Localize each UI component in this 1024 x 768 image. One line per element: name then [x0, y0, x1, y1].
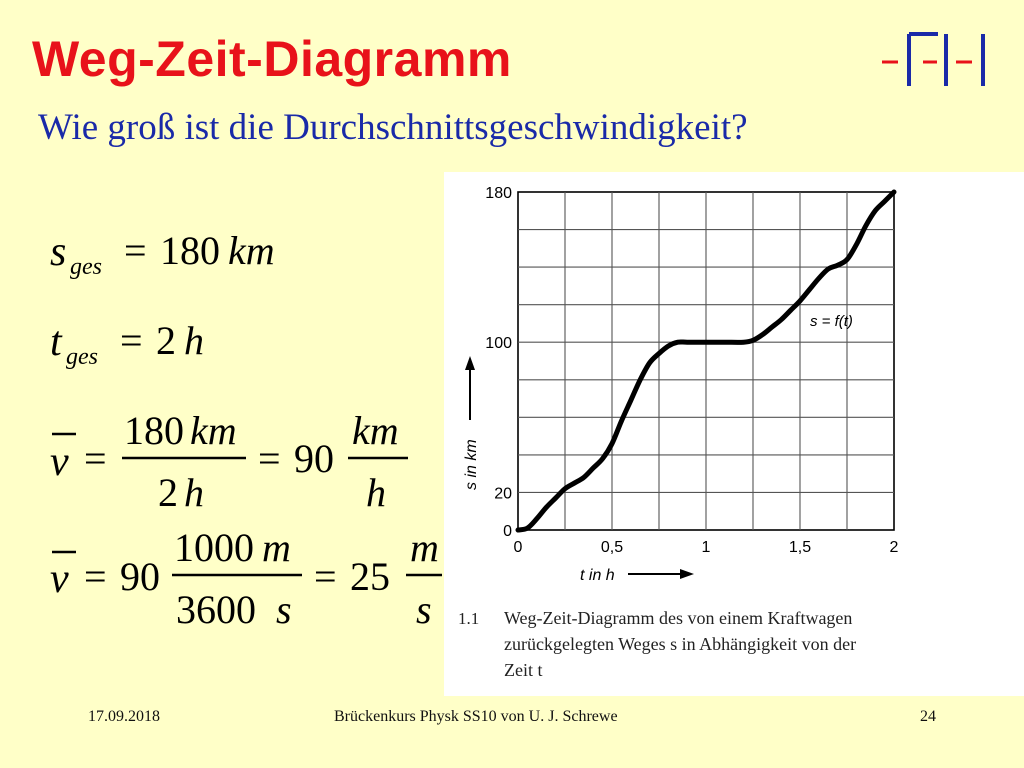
slide-subtitle: Wie groß ist die Durchschnittsgeschwindigkeit? — [38, 107, 748, 148]
textbook-figure — [444, 172, 1024, 696]
x-axis-arrowhead — [680, 569, 694, 579]
x-tick-labels — [514, 539, 899, 556]
formulas — [40, 200, 450, 640]
t-unit: h — [184, 318, 204, 363]
t-sub: ges — [66, 344, 98, 370]
s-eq: = — [124, 228, 147, 273]
v-eq2: = — [258, 436, 281, 481]
v-frac-num: 180 — [124, 408, 184, 453]
t-num: 2 — [156, 318, 176, 363]
y-tick-label: 100 — [485, 335, 512, 353]
x-tick-label: 0 — [513, 539, 523, 556]
weg-zeit-chart — [444, 172, 1024, 696]
x-tick-label: 1,5 — [788, 539, 812, 556]
s-num: 180 — [160, 228, 220, 273]
function-label: s = f(t) — [810, 313, 853, 330]
footer-date: 17.09.2018 — [88, 708, 160, 725]
v2-frac-den: 3600 — [176, 587, 256, 632]
v2-result: 25 — [350, 554, 390, 599]
v2-unit-den: s — [416, 587, 432, 632]
y-axis-label: s in km — [463, 439, 480, 490]
v2-frac-den-unit: s — [276, 587, 292, 632]
caption-line-2: zurückgelegten Weges s in Abhängigkeit von der — [504, 634, 857, 654]
caption-number: 1.1 — [458, 609, 480, 628]
v-frac-den-unit: h — [184, 470, 204, 515]
v-frac-den: 2 — [158, 470, 178, 515]
y-tick-label: 180 — [485, 185, 512, 202]
x-tick-label: 1 — [701, 539, 711, 556]
v-eq1: = — [84, 436, 107, 481]
v-unit-num: km — [352, 408, 399, 453]
y-axis-arrowhead — [465, 356, 475, 370]
x-axis-label: t in h — [580, 567, 615, 584]
v2-var: v — [50, 556, 69, 602]
t-var: t — [50, 319, 62, 365]
v-var: v — [50, 439, 69, 485]
v2-eq2: = — [314, 554, 337, 599]
v-unit-den: h — [366, 470, 386, 515]
x-tick-label: 2 — [889, 539, 899, 556]
chart-grid — [518, 192, 894, 530]
s-sub: ges — [70, 254, 102, 280]
caption-line-1: Weg-Zeit-Diagramm des von einem Kraftwagen — [504, 608, 853, 628]
v2-coef: 90 — [120, 554, 160, 599]
footer-course: Brückenkurs Physk SS10 von U. J. Schrewe — [334, 708, 618, 725]
s-unit: km — [228, 228, 275, 273]
v2-unit-num: m — [410, 525, 439, 570]
s-var: s — [50, 229, 67, 275]
y-tick-label: 0 — [503, 523, 512, 540]
y-tick-labels — [485, 185, 512, 540]
footer-page-number: 24 — [920, 708, 936, 725]
y-tick-label: 20 — [494, 485, 512, 503]
fh-logo — [880, 28, 1000, 94]
v2-frac-num-unit: m — [262, 525, 291, 570]
v2-eq1: = — [84, 554, 107, 599]
x-tick-label: 0,5 — [600, 539, 624, 556]
v2-frac-num: 1000 — [174, 525, 254, 570]
v-result: 90 — [294, 436, 334, 481]
caption-line-3: Zeit t — [504, 660, 543, 680]
v-frac-num-unit: km — [190, 408, 237, 453]
t-eq: = — [120, 318, 143, 363]
slide-title: Weg-Zeit-Diagramm — [32, 31, 512, 87]
